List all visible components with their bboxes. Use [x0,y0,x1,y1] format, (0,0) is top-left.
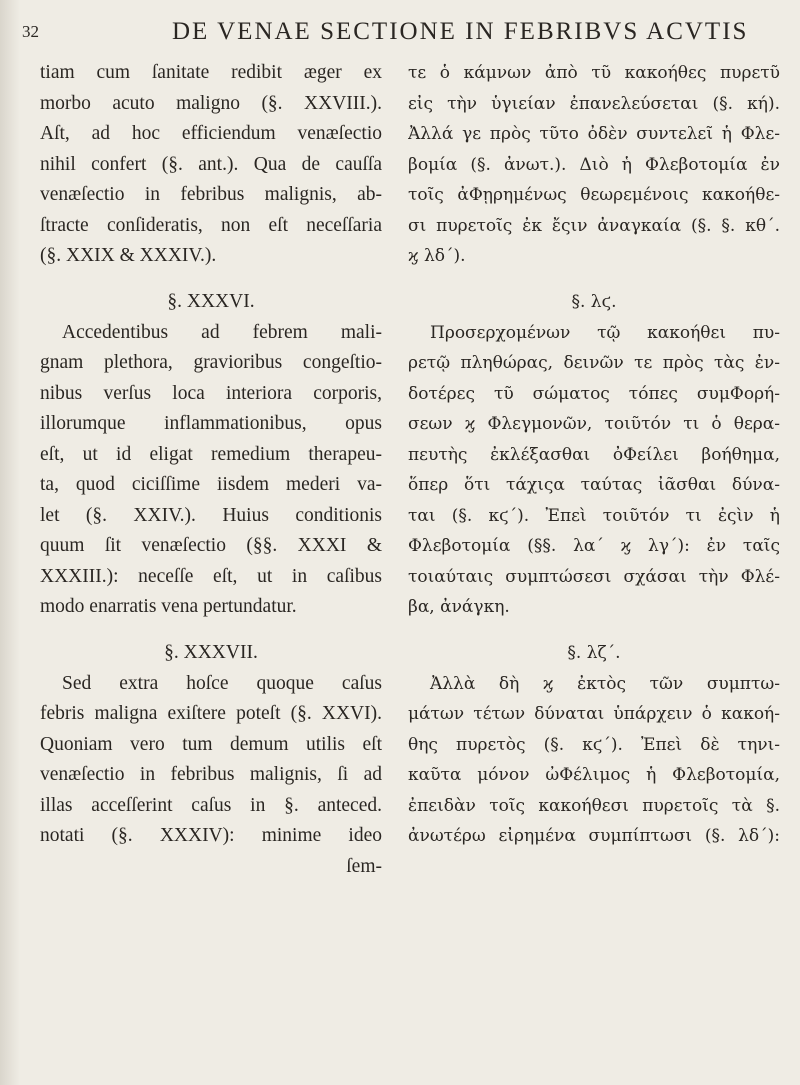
text-line: nihil confert (§. ant.). Qua de cauſſa [40,153,382,175]
latin-paragraph-3 [40,669,382,883]
section-heading-36-greek: §. λϛ. [571,291,617,312]
catchword: ſem- [346,855,382,877]
text-line: Ἀλλὰ δὴ ϗ ἐκτὸς τῶν συμπτω- [430,673,780,694]
text-line: μάτων τέτων δύναται ὑπάρχειν ὁ κακοή- [408,704,780,724]
text-line: ται (§. κϛ´). Ἐπεὶ τοιῦτόν τι ἐςὶν ἡ [408,505,780,526]
text-line: let (§. XXIV.). Huius conditionis [40,504,382,526]
text-line: notati (§. XXXIV): minime ideo [40,825,382,846]
text-line: Accedentibus ad febrem mali- [62,321,382,343]
text-line: febris maligna exiſtere poteſt (§. XXVI). [40,703,382,724]
text-line: tiam cum ſanitate redibit æger ex [40,62,382,83]
text-line: πευτὴς ἐκλέξασθαι ὀΦείλει βοήθημα, [408,444,780,465]
text-line: Aſt, ad hoc efficiendum venæſectio [40,123,382,144]
text-line: βα, ἀνάγκη. [408,597,510,617]
text-line: Quoniam vero tum demum utilis eſt [40,733,382,755]
text-line: εἰς τὴν ὑγιείαν ἐπανελεύσεται (§. κή). [408,93,780,114]
text-line: τε ὁ κάμνων ἀπὸ τῦ κακοήθες πυρετῦ [408,63,780,83]
paper-shadow-left [0,0,20,1085]
latin-column [40,58,382,882]
text-line: quum ſit venæſectio (§§. XXXI & [40,535,382,556]
text-line: ſtracte conſideratis, non eſt neceſſaria [40,214,382,236]
text-line: δοτέρες τῦ σώματος τόπες συμΦορή- [408,383,780,404]
text-line: τοῖς ἀΦῃρημένως θεωρεμένοις κακοήθε- [408,185,780,205]
text-line: nibus verſus loca interiora corporis, [40,382,382,404]
text-line: ϗ λδ´). [408,246,466,266]
greek-paragraph-3 [408,669,780,852]
text-line: Προσερχομένων τῷ κακοήθει πυ- [430,322,780,343]
text-line: καῦτα μόνον ὠΦέλιμος ἡ Φλεβοτομία, [408,765,780,785]
greek-paragraph-1 [408,58,780,272]
text-line: gnam plethora, gravioribus congeſtio- [40,352,382,373]
text-line: illorumque inflammationibus, opus [40,413,382,434]
text-line: eſt, ut id eligat remedium therapeu- [40,443,382,465]
text-line: θης πυρετὸς (§. κϛ´). Ἐπεὶ δὲ τηνι- [408,734,780,755]
text-line: venæſectio in febribus malignis, ab- [40,184,382,205]
text-line: Ἀλλά γε πρὸς τῦτο ὀδὲν συντελεῖ ἡ Φλε- [408,124,780,144]
text-line: illas acceſſerint caſus in §. anteced. [40,794,382,816]
latin-paragraph-2 [40,318,382,623]
greek-column [408,58,780,852]
text-line: Φλεβοτομία (§§. λα´ ϗ λγ´): ἐν ταῖς [408,536,780,556]
text-line: venæſectio in febribus malignis, ſi ad [40,764,382,785]
text-line: (§. XXIX & XXXIV.). [40,245,217,266]
section-heading-xxxvii: §. XXXVII. [164,641,258,663]
text-line: XXXIII.): neceſſe eſt, ut in caſibus [40,565,382,587]
text-line: ἐπειδὰν τοῖς κακοήθεσι πυρετοῖς τὰ §. [408,795,780,816]
text-line: modo enarratis vena pertundatur. [40,596,297,617]
section-heading-xxxvi: §. XXXVI. [167,290,255,312]
text-line: βομία (§. ἀνωτ.). Διὸ ἡ Φλεβοτομία ἐν [408,154,780,175]
page-header [22,8,782,48]
text-line: ἀνωτέρω εἰρημένα συμπίπτωσι (§. λδ´): [408,826,780,846]
greek-paragraph-2 [408,318,780,623]
latin-paragraph-1 [40,58,382,272]
text-line: ρετῷ πληθώρας, δεινῶν τε πρὸς τὰς ἐν- [408,353,780,373]
running-title: DE VENAE SECTIONE IN FEBRIBVS ACVTIS [172,18,749,45]
text-line: ὅπερ ὅτι τάχιςα ταύτας ἰᾶσθαι δύνα- [408,475,780,495]
section-heading-37-greek: §. λζ´. [567,642,621,663]
text-line: σι πυρετοῖς ἐκ ἔςιν ἀναγκαία (§. §. κθ´. [408,215,780,236]
text-line: morbo acuto maligno (§. XXVIII.). [40,92,382,114]
text-line: Sed extra hoſce quoque caſus [62,672,382,694]
text-line: ta, quod ciciſſime iisdem mederi va- [40,474,382,495]
text-line: σεων ϗ Φλεγμονῶν, τοιῦτόν τι ὁ θερα- [408,414,780,434]
text-line: τοιαύταις συμπτώσεσι σχάσαι τὴν Φλέ- [408,566,780,587]
page-number: 32 [22,22,39,41]
